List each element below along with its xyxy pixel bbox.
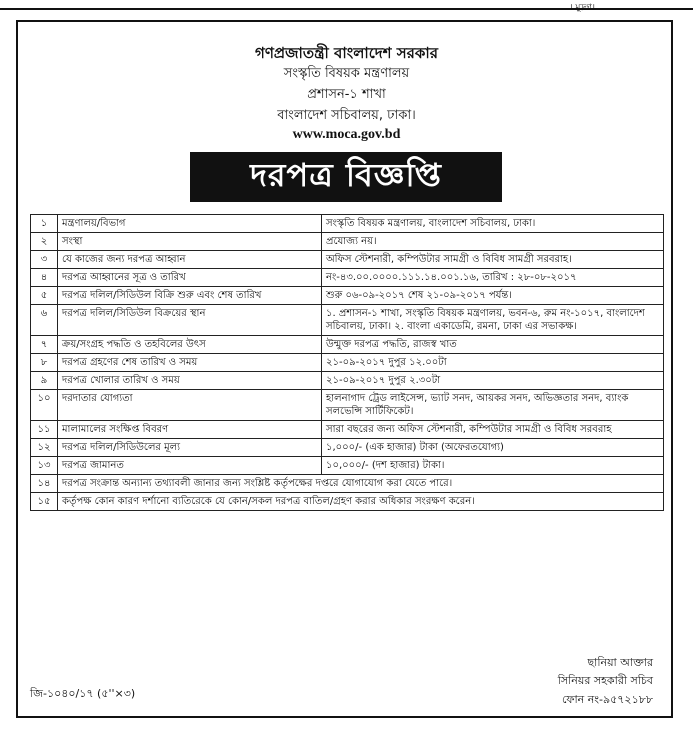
gov-title: গণপ্রজাতন্ত্রী বাংলাদেশ সরকার: [255, 44, 438, 62]
row-num: ৭: [31, 336, 58, 354]
table-row: [31, 457, 664, 475]
table-row: [31, 439, 664, 457]
branch-name: প্রশাসন-১ শাখা: [307, 87, 386, 102]
reference-code: জি-১০৪০/১৭ (৫''×৩): [30, 687, 136, 700]
row-num: ৬: [31, 305, 58, 336]
row-value: প্রযোজ্য নয়।: [322, 233, 664, 251]
row-num: ৮: [31, 354, 58, 372]
row-num: ৩: [31, 251, 58, 269]
row-num: ২: [31, 233, 58, 251]
table-row: [31, 215, 664, 233]
row-label: দরপত্র দলিল/সিডিউল বিক্রি শুরু এবং শেষ তারিখ: [58, 287, 322, 305]
signatory-name: ছানিয়া আক্তার: [587, 656, 653, 669]
row-value: ১,০০০/- (এক হাজার) টাকা (অফেরতযোগ্য): [322, 439, 664, 457]
website: www.moca.gov.bd: [292, 127, 401, 142]
row-value: হালনাগাদ ট্রেড লাইসেন্স, ভ্যাট সনদ, আয়কর সনদ, অভিজ্ঞতার সনদ, ব্যাংক সলভেন্সি সার্টিফিকেট।: [322, 390, 664, 421]
signatory-phone: ফোন নং-৯৫৭২১৮৮: [561, 693, 653, 706]
row-label: যে কাজের জন্য দরপত্র আহ্বান: [58, 251, 322, 269]
table-row: [31, 336, 664, 354]
row-note: দরপত্র সংক্রান্ত অন্যান্য তথ্যাবলী জানার জন্য সংশ্লিষ্ট কর্তৃপক্ষের দপ্তরে যোগাযোগ করা যেতে পারে।: [58, 475, 664, 493]
table-row: [31, 421, 664, 439]
row-label: ক্রয়/সংগ্রহ পদ্ধতি ও তহবিলের উৎস: [58, 336, 322, 354]
row-num: ১৪: [31, 475, 58, 493]
tender-table: [30, 214, 664, 511]
row-label: মালামালের সংক্ষিপ্ত বিবরণ: [58, 421, 322, 439]
row-value: সংস্কৃতি বিষয়ক মন্ত্রণালয়, বাংলাদেশ সচিবালয়, ঢাকা।: [322, 215, 664, 233]
row-value: উন্মুক্ত দরপত্র পদ্ধতি, রাজস্ব খাত: [322, 336, 664, 354]
row-num: ১৫: [31, 493, 58, 511]
row-num: ১: [31, 215, 58, 233]
row-value: সারা বছরের জন্য অফিস স্টেশনারী, কম্পিউটার সামগ্রী ও বিবিধ সরবরাহ: [322, 421, 664, 439]
table-row: [31, 354, 664, 372]
row-label: সংস্থা: [58, 233, 322, 251]
row-value: ১. প্রশাসন-১ শাখা, সংস্কৃতি বিষয়ক মন্ত্রণালয়, ভবন-৬, রুম নং-১০১৭, বাংলাদেশ সচিবালয়, ঢাকা। ২. বাংলা একাডেমি, রমনা, ঢাকা এর সভাকক্ষ।: [322, 305, 664, 336]
row-label: দরপত্র আহ্বানের সূত্র ও তারিখ: [58, 269, 322, 287]
row-value: নং-৪৩.০০.০০০০.১১১.১৪.০০১.১৬, তারিখ : ২৮-০৮-২০১৭: [322, 269, 664, 287]
row-num: ৪: [31, 269, 58, 287]
ministry-name: সংস্কৃতি বিষয়ক মন্ত্রণালয়: [283, 66, 410, 81]
table-row: [31, 372, 664, 390]
row-value: অফিস স্টেশনারী, কম্পিউটার সামগ্রী ও বিবিধ সামগ্রী সরবরাহ।: [322, 251, 664, 269]
row-label: মন্ত্রণালয়/বিভাগ: [58, 215, 322, 233]
row-label: দরপত্র জামানত: [58, 457, 322, 475]
row-num: ৯: [31, 372, 58, 390]
row-label: দরপত্র খোলার তারিখ ও সময়: [58, 372, 322, 390]
table-row: [31, 475, 664, 493]
signatory-designation: সিনিয়র সহকারী সচিব: [557, 674, 653, 687]
row-label: দরপত্র দলিল/সিডিউলের মূল্য: [58, 439, 322, 457]
address: বাংলাদেশ সচিবালয়, ঢাকা।: [277, 108, 416, 123]
row-value: ২১-০৯-২০১৭ দুপুর ২.৩০টা: [322, 372, 664, 390]
row-num: ১০: [31, 390, 58, 421]
row-value: ২১-০৯-২০১৭ দুপুর ১২.০০টা: [322, 354, 664, 372]
table-row: [31, 493, 664, 511]
row-num: ৫: [31, 287, 58, 305]
table-row: [31, 233, 664, 251]
row-note: কর্তৃপক্ষ কোন কারণ দর্শানো ব্যতিরেকে যে কোন/সকল দরপত্র বাতিল/গ্রহণ করার অধিকার সংরক্ষণ করেন।: [58, 493, 664, 511]
row-label: দরপত্র গ্রহণের শেষ তারিখ ও সময়: [58, 354, 322, 372]
row-num: ১১: [31, 421, 58, 439]
row-label: দরপত্র দলিল/সিডিউল বিক্রয়ের স্থান: [58, 305, 322, 336]
top-mark: । মুদ্রণ।: [569, 3, 595, 13]
table-row: [31, 269, 664, 287]
row-num: ১২: [31, 439, 58, 457]
table-row: [31, 390, 664, 421]
row-label: দরদাতার যোগ্যতা: [58, 390, 322, 421]
row-num: ১৩: [31, 457, 58, 475]
row-value: ১০,০০০/- (দশ হাজার) টাকা।: [322, 457, 664, 475]
row-value: শুরু ০৬-০৯-২০১৭ শেষ ২১-০৯-২০১৭ পর্যন্ত।: [322, 287, 664, 305]
table-row: [31, 287, 664, 305]
table-row: [31, 305, 664, 336]
tender-banner: দরপত্র বিজ্ঞপ্তি: [190, 152, 502, 202]
table-row: [31, 251, 664, 269]
